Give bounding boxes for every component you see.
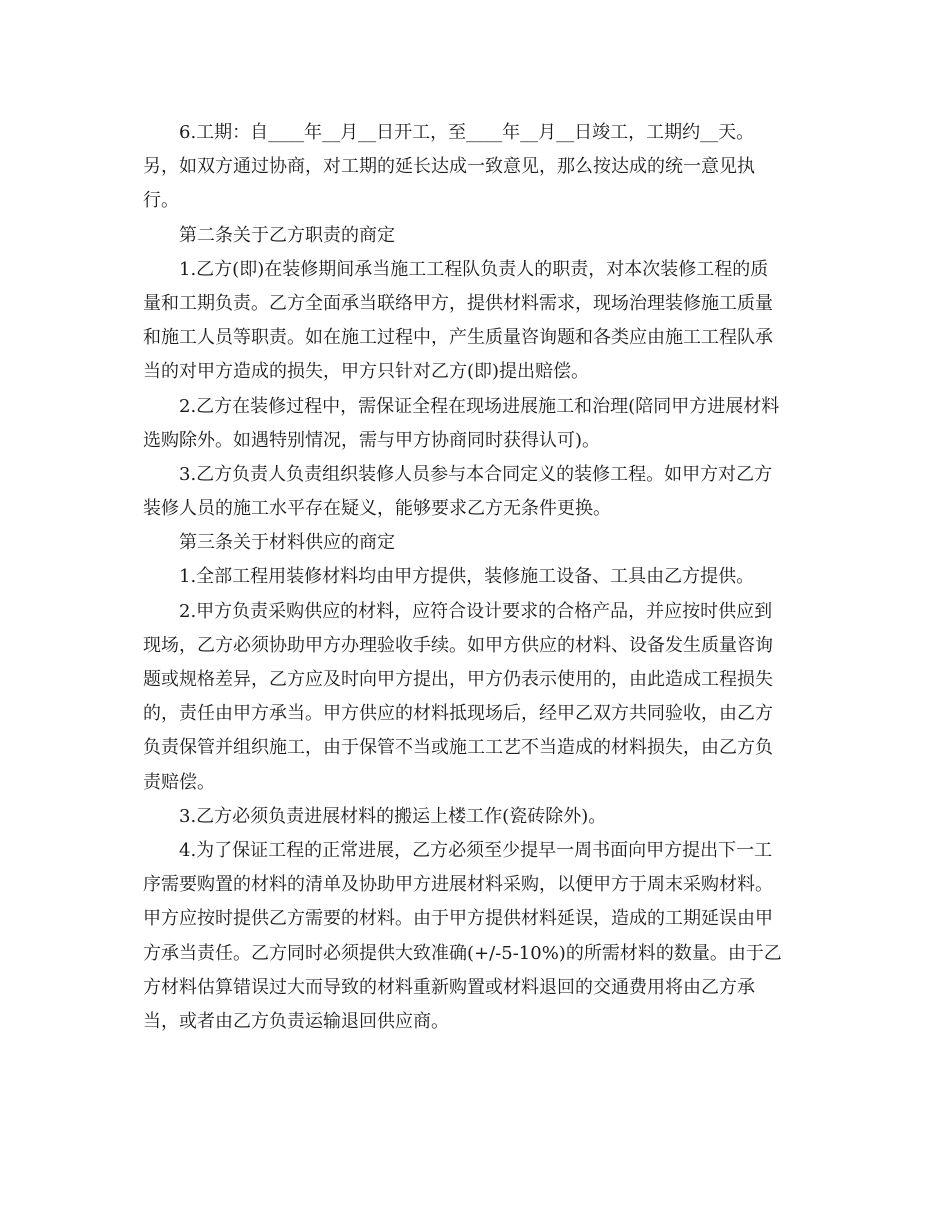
article-3-item-4-line-3: 甲方应按时提供乙方需要的材料。由于甲方提供材料延误，造成的工期延误由甲 — [143, 908, 773, 930]
clause-6-line-3: 行。 — [143, 190, 179, 212]
article-3-item-2-line-5: 负责保管并组织施工，由于保管不当或施工工艺不当造成的材料损失，由乙方负 — [143, 737, 773, 759]
article-3-item-1: 1.全部工程用装修材料均由甲方提供，装修施工设备、工具由乙方提供。 — [179, 566, 755, 588]
article-2-item-1-line-2: 量和工期负责。乙方全面承当联络甲方，提供材料需求，现场治理装修施工质量 — [143, 292, 773, 314]
article-3-item-2-line-4: 的，责任由甲方承当。甲方供应的材料抵现场后，经甲乙双方共同验收，由乙方 — [143, 703, 773, 725]
article-2-heading: 第二条关于乙方职责的商定 — [179, 224, 395, 246]
article-3-item-4-line-2: 序需要购置的材料的清单及协助甲方进展材料采购，以便甲方于周末采购材料。 — [143, 874, 773, 896]
article-3-item-4-line-4: 方承当责任。乙方同时必须提供大致准确(+/-5-10%)的所需材料的数量。由于乙 — [143, 942, 782, 964]
article-3-item-2-line-2: 现场，乙方必须协助甲方办理验收手续。如甲方供应的材料、设备发生质量咨询 — [143, 634, 773, 656]
article-3-item-2-line-6: 责赔偿。 — [143, 771, 215, 793]
clause-6-line-2: 另，如双方通过协商，对工期的延长达成一致意见，那么按达成的统一意见执 — [143, 156, 755, 178]
article-2-item-1-line-4: 当的对甲方造成的损失，甲方只针对乙方(即)提出赔偿。 — [143, 361, 590, 383]
article-3-item-4-line-1: 4.为了保证工程的正常进展，乙方必须至少提早一周书面向甲方提出下一工 — [179, 839, 773, 861]
article-2-item-3-line-2: 装修人员的施工水平存在疑义，能够要求乙方无条件更换。 — [143, 498, 611, 520]
article-2-item-2-line-1: 2.乙方在装修过程中，需保证全程在现场进展施工和治理(陪同甲方进展材料 — [179, 395, 780, 417]
article-3-item-2-line-3: 题或规格差异，乙方应及时向甲方提出，甲方仍表示使用的，由此造成工程损失 — [143, 669, 773, 690]
article-2-item-1-line-3: 和施工人员等职责。如在施工过程中，产生质量咨询题和各类应由施工工程队承 — [143, 327, 773, 349]
clause-6-line-1: 6.工期：自____年__月__日开工，至____年__月__日竣工，工期约__天。 — [179, 122, 755, 143]
article-3-item-3: 3.乙方必须负责进展材料的搬运上楼工作(瓷砖除外)。 — [179, 805, 607, 827]
article-3-item-4-line-5: 方材料估算错误过大而导致的材料重新购置或材料退回的交通费用将由乙方承 — [143, 976, 755, 998]
article-3-item-2-line-1: 2.甲方负责采购供应的材料，应符合设计要求的合格产品，并应按时供应到 — [179, 600, 773, 622]
article-2-item-3-line-1: 3.乙方负责人负责组织装修人员参与本合同定义的装修工程。如甲方对乙方 — [179, 463, 773, 485]
document-page — [143, 116, 813, 1039]
article-3-heading: 第三条关于材料供应的商定 — [179, 532, 395, 554]
article-2-item-2-line-2: 选购除外。如遇特别情况，需与甲方协商同时获得认可)。 — [143, 429, 601, 451]
article-3-item-4-line-6: 当，或者由乙方负责运输退回供应商。 — [143, 1010, 449, 1032]
article-2-item-1-line-1: 1.乙方(即)在装修期间承当施工工程队负责人的职责，对本次装修工程的质 — [179, 258, 769, 280]
